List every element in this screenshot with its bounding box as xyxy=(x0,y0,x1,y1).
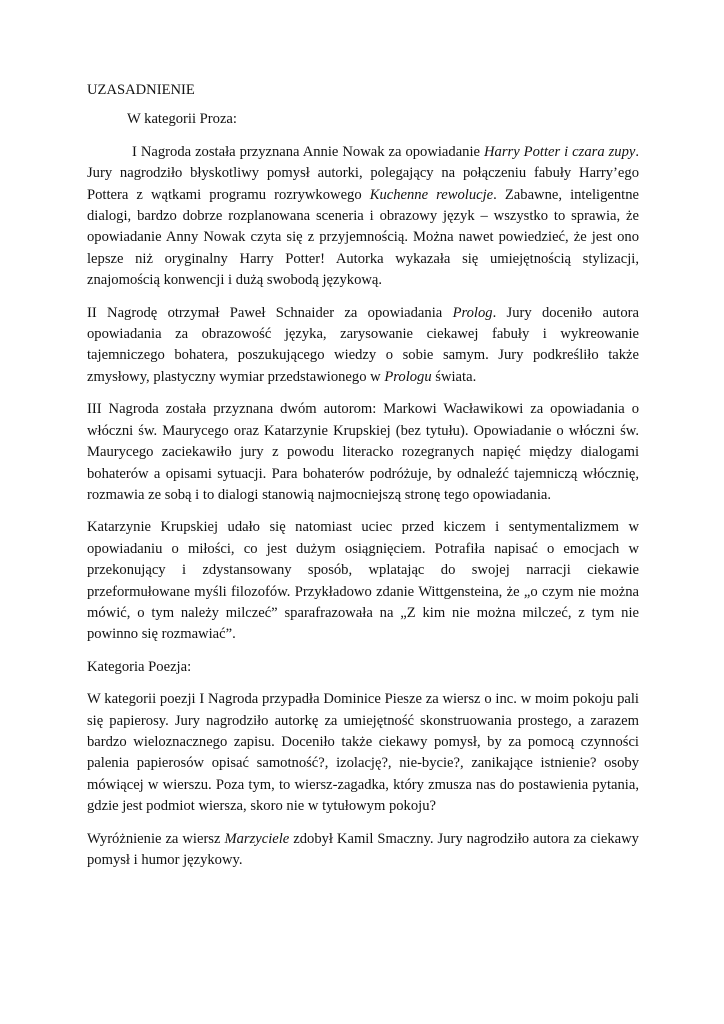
poetry-category-heading: Kategoria Poezja: xyxy=(87,658,192,675)
text-run: . Jury doceniło autora opowiadania za obrazowość języka, zarysowanie ciekawej fabuły i wykreowanie tajemniczego bohatera, poszukującego wiedzy o sobie samym. Jury podkreśliło także zmysłowy, plastyczny wymiar przedstawionego w xyxy=(87,304,639,385)
document-heading: UZASADNIENIE xyxy=(87,82,195,98)
paragraph-first-prize-prose xyxy=(87,142,639,292)
text-run: świata. xyxy=(431,368,477,385)
paragraph-first-prize-poetry: W kategorii poezji I Nagroda przypadła Dominice Piesze za wiersz o inc. w moim pokoju pali się papierosy. Jury nagrodziło autorkę za umiejętność skonstruowania prostego, a zarazem bardzo wieloznacznego zapisu. Doceniło także ciekawy pomysł, by za pomocą czynności palenia papierosów opisać samotność?, izolację?, nie-bycie?, zanikające istnienie? osoby mówiącej w wierszu. Poza tym, to wiersz-zagadka, który zmusza nas do postawienia pytania, gdzie jest podmiot wiersza, skoro nie w tytułowym pokoju? xyxy=(87,691,639,815)
work-title: Kuchenne rewolucje xyxy=(369,186,494,203)
work-title: Harry Potter i czara zupy xyxy=(484,143,636,160)
work-title: Prologu xyxy=(384,368,432,385)
text-run: zdobył Kamil Smaczny. Jury nagrodziło autora za ciekawy pomysł i humor językowy. xyxy=(87,830,639,868)
paragraph-third-prize-prose: III Nagroda została przyznana dwóm autorom: Markowi Wacławikowi za opowiadania o włóczni św. Maurycego oraz Katarzynie Krupskiej (bez tytułu). Opowiadanie o włóczni św. Maurycego zaciekawiło jury z powodu literacko rozegranych napięć między dialogami bohaterów a opisami sytuacji. Para bohaterów podróżuje, by odnaleźć tajemniczą włócznię, rozmawia ze sobą i to dialogi stanowią najmocniejszą stronę tego opowiadania. xyxy=(87,401,639,503)
prose-category-heading: W kategorii Proza: xyxy=(127,111,237,128)
work-title: Prolog xyxy=(452,304,493,321)
text-run: . Zabawne, inteligentne dialogi, bardzo dobrze rozplanowana sceneria i obrazowy język – wszystko to sprawia, że opowiadanie Anny Nowak czyta się z przyjemnością. Można nawet powiedzieć, że jest ono lepsze niż oryginalny Harry Potter! Autorka wykazała się umiejętnością stylizacji, znajomością konwencji i dużą swobodą językową. xyxy=(87,186,639,289)
paragraph-distinction-poetry xyxy=(87,829,639,872)
text-run: II Nagrodę otrzymał Paweł Schnaider za opowiadania xyxy=(87,304,453,321)
paragraph-second-prize-prose xyxy=(87,303,639,389)
document-page xyxy=(87,80,639,882)
text-run: I Nagroda została przyznana Annie Nowak za opowiadanie xyxy=(132,143,485,160)
paragraph-krupska: Katarzynie Krupskiej udało się natomiast uciec przed kiczem i sentymentalizmem w opowiadaniu o miłości, co jest dużym osiągnięciem. Potrafiła napisać o emocjach w przekonujący i zdystansowany sposób, wplatając do swojej narracji ciekawie przeformułowane myśli filozofów. Przykładowo zdanie Wittgensteina, że „o czym nie można mówić, o tym należy milczeć” sparafrazowała na „Z kim nie można milczeć, z tym nie powinno się rozmawiać”. xyxy=(87,519,639,643)
work-title: Marzyciele xyxy=(224,830,290,847)
text-run: . Jury nagrodziło błyskotliwy pomysł autorki, polegający na połączeniu fabuły Harry’ego Pottera z wątkami programu rozrywkowego xyxy=(87,143,640,203)
text-run: Wyróżnienie za wiersz xyxy=(87,830,225,847)
